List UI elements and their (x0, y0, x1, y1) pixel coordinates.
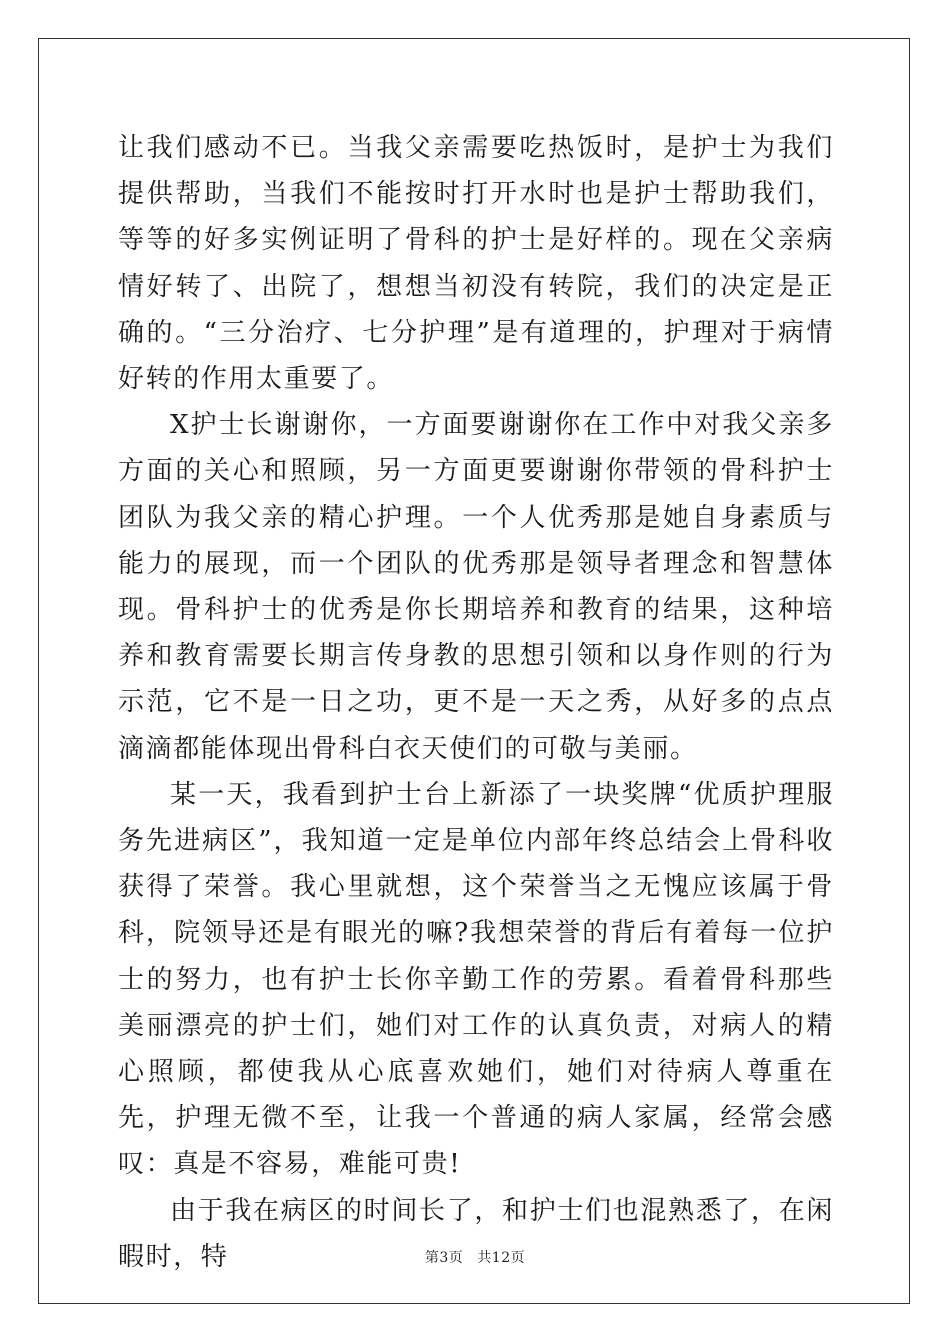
paragraph-4: 由于我在病区的时间长了，和护士们也混熟悉了，在闲暇时，特 (118, 1195, 834, 1272)
page-total: 共12页 (477, 1250, 526, 1266)
paragraph-1: 让我们感动不已。当我父亲需要吃热饭时，是护士为我们提供帮助，当我们不能按时打开水时也是护士帮助我们，等等的好多实例证明了骨科的护士是好样的。现在父亲病情好转了、出院了，想想当初没有转院，我们的决定是正确的。“三分治疗、七分护理”是有道理的，护理对于病情好转的作用太重要了。 (118, 133, 834, 395)
page-footer (0, 1247, 950, 1267)
paragraph-2: X护士长谢谢你，一方面要谢谢你在工作中对我父亲多方面的关心和照顾，另一方面更要谢谢你带领的骨科护士团队为我父亲的精心护理。一个人优秀那是她自身素质与能力的展现，而一个团队的优秀那是领导者理念和智慧体现。骨科护士的优秀是你长期培养和教育的结果，这种培养和教育需要长期言传身教的思想引领和以身作则的行为示范，它不是一日之功，更不是一天之秀，从好多的点点滴滴都能体现出骨科白衣天使们的可敬与美丽。 (118, 410, 834, 764)
page-number: 第3页 (424, 1250, 464, 1266)
document-body (118, 125, 834, 1280)
paragraph-3: 某一天，我看到护士台上新添了一块奖牌“优质护理服务先进病区”，我知道一定是单位内部年终总结会上骨科收获得了荣誉。我心里就想，这个荣誉当之无愧应该属于骨科，院领导还是有眼光的嘛?我想荣誉的背后有着每一位护士的努力，也有护士长你辛勤工作的劳累。看着骨科那些美丽漂亮的护士们，她们对工作的认真负责，对病人的精心照顾，都使我从心底喜欢她们，她们对待病人尊重在先，护理无微不至，让我一个普通的病人家属，经常会感叹：真是不容易，难能可贵! (118, 779, 834, 1180)
